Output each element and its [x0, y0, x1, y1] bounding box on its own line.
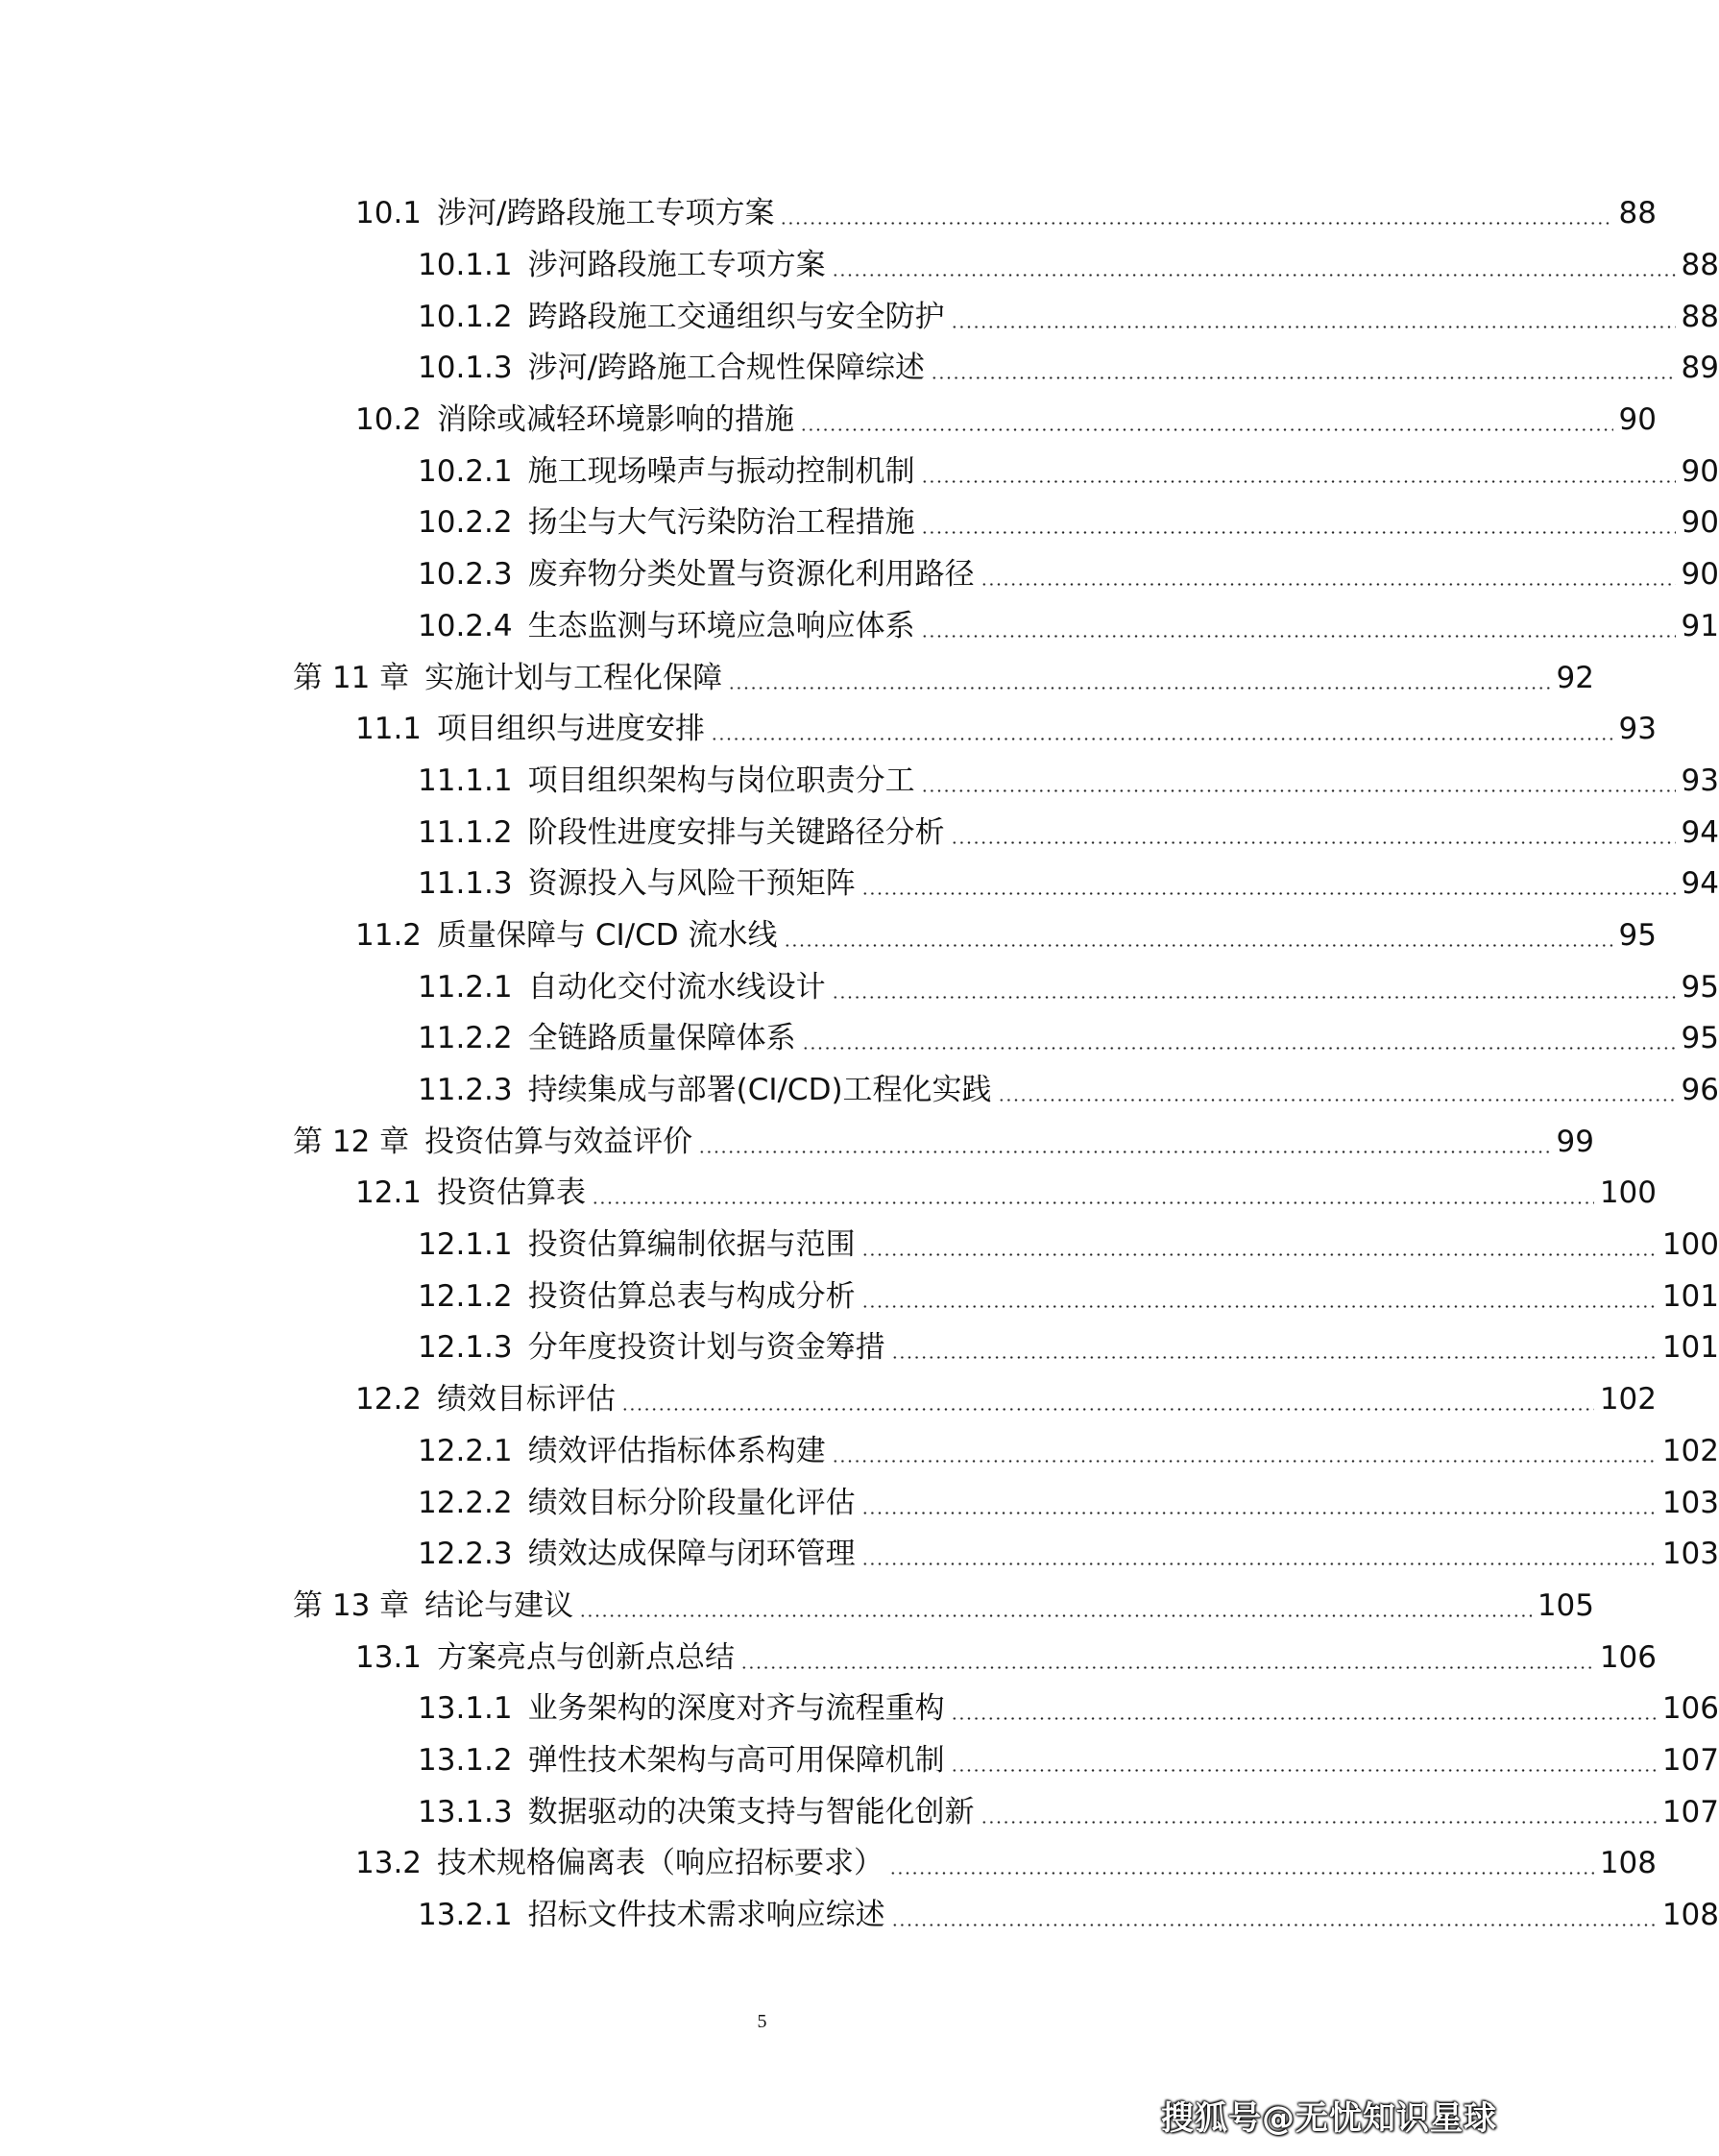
toc-entry-title: 数据驱动的决策支持与智能化创新 — [527, 1794, 975, 1829]
toc-entry-number: 13.2 — [355, 1846, 423, 1881]
dot-leader — [832, 274, 1676, 277]
dot-leader — [981, 583, 1676, 586]
toc-entry-page: 88 — [1618, 196, 1657, 231]
toc-entry-page: 95 — [1681, 1021, 1719, 1056]
toc-entry-number: 11.2.3 — [418, 1073, 513, 1108]
toc-entry[interactable] — [0, 910, 1657, 962]
toc-entry-page: 96 — [1681, 1073, 1719, 1108]
toc-entry-title: 涉河/跨路施工合规性保障综述 — [527, 351, 926, 386]
toc-entry-page: 103 — [1661, 1485, 1719, 1520]
toc-entry-page: 102 — [1599, 1382, 1657, 1417]
toc-entry-title: 项目组织与进度安排 — [437, 712, 706, 747]
toc-entry-number: 12.2.3 — [418, 1537, 513, 1572]
toc-entry-title: 涉河路段施工专项方案 — [527, 248, 826, 283]
toc-entry-number: 10.2.1 — [418, 453, 513, 489]
dot-leader — [951, 1717, 1657, 1720]
dot-leader — [921, 480, 1676, 483]
dot-leader — [621, 1408, 1594, 1411]
dot-leader — [921, 789, 1676, 792]
toc-entry-page: 101 — [1661, 1278, 1719, 1314]
toc-entry-title: 消除或减轻环境影响的措施 — [437, 402, 795, 438]
dot-leader — [728, 687, 1550, 690]
toc-entry-page: 92 — [1556, 660, 1594, 695]
dot-leader — [861, 1512, 1657, 1514]
toc-entry-number: 11.2.2 — [418, 1021, 513, 1056]
toc-entry-page: 93 — [1681, 763, 1719, 798]
toc-entry-title: 持续集成与部署(CI/CD)工程化实践 — [527, 1073, 992, 1108]
dot-leader — [921, 635, 1676, 638]
toc-entry[interactable] — [0, 291, 1719, 343]
toc-entry[interactable] — [0, 188, 1657, 240]
dot-leader — [800, 428, 1613, 431]
dot-leader — [998, 1099, 1676, 1102]
dot-leader — [889, 1872, 1594, 1875]
toc-entry-number: 10.2 — [355, 402, 423, 438]
toc-entry-number: 12.2 — [355, 1382, 423, 1417]
toc-entry-title: 绩效达成保障与闭环管理 — [527, 1537, 856, 1572]
dot-leader — [780, 222, 1612, 225]
toc-entry-page: 95 — [1681, 969, 1719, 1005]
toc-entry-title: 绩效目标分阶段量化评估 — [527, 1485, 856, 1520]
toc-entry-title: 技术规格偏离表（响应招标要求） — [437, 1846, 884, 1881]
toc-entry-number: 第 11 章 — [293, 660, 410, 695]
toc-entry-page: 108 — [1599, 1846, 1657, 1881]
toc-entry-number: 10.1 — [355, 196, 423, 231]
toc-entry[interactable] — [0, 1632, 1657, 1684]
toc-entry-page: 94 — [1681, 814, 1719, 850]
toc-entry-number: 13.1.3 — [418, 1794, 513, 1829]
toc-entry-number: 10.1.3 — [418, 351, 513, 386]
toc-entry-number: 12.1.3 — [418, 1330, 513, 1366]
toc-entry-page: 95 — [1618, 917, 1657, 953]
toc-entry-title: 阶段性进度安排与关键路径分析 — [527, 814, 945, 850]
toc-entry-number: 12.2.2 — [418, 1485, 513, 1520]
toc-entry-number: 10.1.2 — [418, 299, 513, 334]
dot-leader — [891, 1924, 1657, 1926]
toc-entry-title: 绩效目标评估 — [437, 1382, 617, 1417]
toc-entry[interactable] — [0, 1477, 1719, 1529]
toc-entry[interactable] — [0, 395, 1657, 447]
toc-entry-title: 生态监测与环境应急响应体系 — [527, 608, 915, 643]
toc-entry-number: 13.1 — [355, 1639, 423, 1675]
toc-entry-page: 105 — [1537, 1587, 1594, 1623]
toc-entry[interactable] — [0, 1684, 1719, 1735]
toc-entry-page: 99 — [1556, 1124, 1594, 1159]
toc-entry-number: 12.1.2 — [418, 1278, 513, 1314]
toc-entry-number: 13.1.2 — [418, 1742, 513, 1778]
toc-entry-title: 废弃物分类处置与资源化利用路径 — [527, 557, 975, 593]
dot-leader — [832, 1460, 1657, 1463]
toc-entry-title: 投资估算编制依据与范围 — [527, 1227, 856, 1263]
toc-entry-page: 91 — [1681, 608, 1719, 643]
toc-entry-page: 108 — [1661, 1898, 1719, 1933]
toc-entry-number: 11.1.1 — [418, 763, 513, 798]
toc-entry[interactable] — [0, 859, 1719, 910]
dot-leader — [698, 1151, 1550, 1153]
toc-entry-number: 第 13 章 — [293, 1587, 410, 1623]
toc-entry-title: 自动化交付流水线设计 — [527, 969, 826, 1005]
toc-entry[interactable] — [0, 1890, 1719, 1942]
dot-leader — [861, 1305, 1657, 1308]
toc-entry[interactable] — [0, 1735, 1719, 1787]
toc-entry-title: 弹性技术架构与高可用保障机制 — [527, 1742, 945, 1778]
toc-entry-number: 10.2.2 — [418, 505, 513, 541]
toc-entry-page: 90 — [1681, 453, 1719, 489]
toc-entry-page: 107 — [1661, 1742, 1719, 1778]
toc-entry-title: 绩效评估指标体系构建 — [527, 1433, 826, 1468]
toc-entry-page: 100 — [1661, 1227, 1719, 1263]
dot-leader — [592, 1201, 1594, 1204]
toc-entry[interactable] — [0, 1271, 1719, 1322]
dot-leader — [861, 1253, 1657, 1256]
toc-entry[interactable] — [0, 343, 1719, 395]
dot-leader — [951, 841, 1676, 844]
toc-entry-page: 90 — [1681, 557, 1719, 593]
toc-entry-number: 13.1.1 — [418, 1691, 513, 1727]
toc-entry-title: 方案亮点与创新点总结 — [437, 1639, 736, 1675]
dot-leader — [711, 738, 1613, 740]
toc-entry-title: 投资估算总表与构成分析 — [527, 1278, 856, 1314]
toc-entry[interactable] — [0, 807, 1719, 859]
toc-entry-title: 投资估算与效益评价 — [424, 1124, 693, 1159]
toc-entry-number: 11.2 — [355, 917, 423, 953]
toc-entry[interactable] — [0, 1529, 1719, 1581]
toc-entry-page: 106 — [1661, 1691, 1719, 1727]
toc-entry-number: 12.1.1 — [418, 1227, 513, 1263]
dot-leader — [951, 326, 1676, 328]
toc-entry[interactable] — [0, 1786, 1719, 1838]
toc-entry-title: 全链路质量保障体系 — [527, 1021, 796, 1056]
table-of-contents — [0, 188, 1719, 1941]
toc-entry-number: 第 12 章 — [293, 1124, 410, 1159]
dot-leader — [861, 892, 1676, 895]
toc-entry-number: 12.1 — [355, 1175, 423, 1211]
toc-entry-page: 89 — [1681, 351, 1719, 386]
toc-entry-title: 投资估算表 — [437, 1175, 587, 1211]
toc-entry[interactable] — [0, 704, 1657, 756]
toc-entry[interactable] — [0, 240, 1719, 292]
dot-leader — [832, 996, 1676, 999]
toc-entry-title: 资源投入与风险干预矩阵 — [527, 866, 856, 902]
toc-entry-page: 107 — [1661, 1794, 1719, 1829]
toc-entry[interactable] — [0, 1220, 1719, 1272]
toc-entry-number: 10.2.3 — [418, 557, 513, 593]
dot-leader — [784, 944, 1613, 947]
dot-leader — [579, 1614, 1532, 1617]
toc-entry-page: 90 — [1681, 505, 1719, 541]
toc-entry-page: 88 — [1681, 299, 1719, 334]
toc-entry-title: 涉河/跨路段施工专项方案 — [437, 196, 775, 231]
dot-leader — [891, 1356, 1657, 1359]
toc-entry[interactable] — [0, 497, 1719, 549]
page-number: 5 — [757, 2011, 767, 2032]
toc-entry-title: 施工现场噪声与振动控制机制 — [527, 453, 915, 489]
toc-entry-number: 10.2.4 — [418, 608, 513, 643]
toc-entry[interactable] — [0, 1013, 1719, 1065]
toc-entry[interactable] — [0, 1581, 1594, 1633]
toc-entry[interactable] — [0, 1116, 1594, 1168]
dot-leader — [802, 1047, 1676, 1050]
toc-entry[interactable] — [0, 549, 1719, 601]
dot-leader — [931, 376, 1675, 379]
toc-entry[interactable] — [0, 1426, 1719, 1478]
toc-entry[interactable] — [0, 961, 1719, 1013]
toc-entry[interactable] — [0, 446, 1719, 497]
dot-leader — [921, 531, 1676, 534]
toc-entry-title: 质量保障与 CI/CD 流水线 — [437, 917, 778, 953]
toc-entry[interactable] — [0, 1322, 1719, 1374]
toc-entry-title: 扬尘与大气污染防治工程措施 — [527, 505, 915, 541]
toc-entry[interactable] — [0, 756, 1719, 808]
dot-leader — [740, 1666, 1594, 1669]
toc-entry-page: 102 — [1661, 1433, 1719, 1468]
toc-entry-number: 11.1.2 — [418, 814, 513, 850]
dot-leader — [981, 1821, 1657, 1824]
dot-leader — [951, 1769, 1657, 1772]
toc-entry[interactable] — [0, 1374, 1657, 1426]
toc-entry-page: 90 — [1618, 402, 1657, 438]
toc-entry-page: 88 — [1681, 248, 1719, 283]
toc-entry[interactable] — [0, 1168, 1657, 1220]
toc-entry[interactable] — [0, 652, 1594, 704]
toc-entry-title: 招标文件技术需求响应综述 — [527, 1898, 885, 1933]
toc-entry-number: 11.2.1 — [418, 969, 513, 1005]
toc-entry[interactable] — [0, 1838, 1657, 1890]
toc-entry-title: 结论与建议 — [424, 1587, 574, 1623]
toc-entry-title: 跨路段施工交通组织与安全防护 — [527, 299, 945, 334]
toc-entry-number: 11.1.3 — [418, 866, 513, 902]
toc-entry-title: 分年度投资计划与资金筹措 — [527, 1330, 885, 1366]
toc-entry-number: 12.2.1 — [418, 1433, 513, 1468]
toc-entry-page: 100 — [1599, 1175, 1657, 1211]
toc-entry-page: 103 — [1661, 1537, 1719, 1572]
toc-entry-number: 13.2.1 — [418, 1898, 513, 1933]
toc-entry-title: 业务架构的深度对齐与流程重构 — [527, 1691, 945, 1727]
dot-leader — [861, 1562, 1657, 1565]
toc-entry-page: 93 — [1618, 712, 1657, 747]
toc-entry[interactable] — [0, 601, 1719, 653]
toc-entry-number: 11.1 — [355, 712, 423, 747]
toc-entry-number: 10.1.1 — [418, 248, 513, 283]
toc-entry-title: 实施计划与工程化保障 — [424, 660, 723, 695]
toc-entry-page: 101 — [1661, 1330, 1719, 1366]
watermark: 搜狐号@无忧知识星球 — [1161, 2099, 1497, 2138]
toc-entry-page: 94 — [1681, 866, 1719, 902]
toc-entry-page: 106 — [1599, 1639, 1657, 1675]
toc-entry[interactable] — [0, 1065, 1719, 1117]
toc-entry-title: 项目组织架构与岗位职责分工 — [527, 763, 915, 798]
